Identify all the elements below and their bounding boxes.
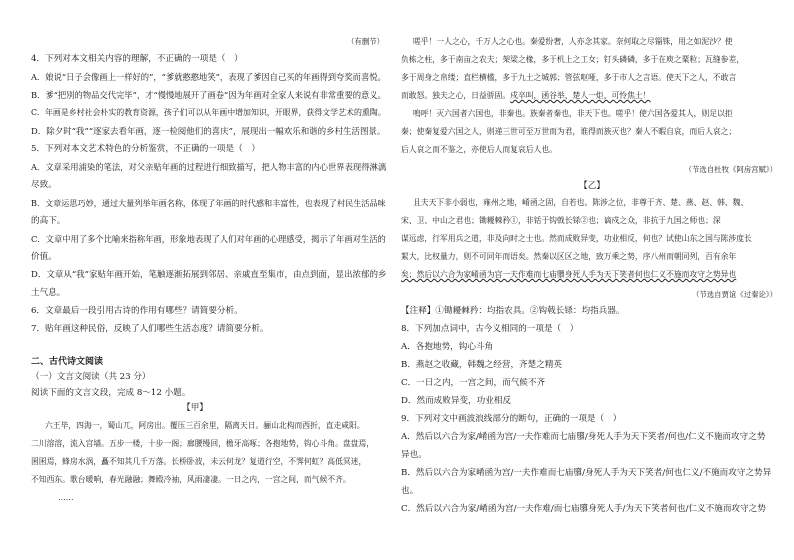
section-heading: 二、古代诗文阅读: [31, 357, 104, 367]
passage-jia-line: 负栋之柱，多于南亩之农夫；架梁之椽，多于机上之工女；钉头磷磷，多于在庾之粟粒；瓦缝参差，: [401, 55, 745, 64]
passage-jia-line: [401, 90, 651, 102]
passage-yi-line: 絜大，比权量力，则不可同年而语矣。然秦以区区之地，致万乘之势，序八州而朝同列，百有余年: [401, 252, 737, 261]
passage-jia-line: 后人哀之而不鉴之，亦使后人而复哀后人也。: [401, 145, 557, 154]
question-9-option-b: B．然后以六合为家崤函为宫/一夫作难而七庙隳/身死人手为天下笑者/何也仁义/不施而攻守之势异: [401, 468, 772, 478]
question-5-option-d: D．文章从“我”家贴年画开始，笔触逐渐拓展到邻居、亲戚直至集市，由点到面，显出浓郁的乡: [31, 270, 387, 280]
question-4-option-b: B．爹“把別的物品交代完毕”，才“慢慢地展开了画卷”因为年画对全家人来说有非常重要的意义。: [31, 90, 386, 100]
question-5-option-b-cont: 的高下。: [31, 216, 66, 226]
question-5-option-c-cont: 价值。: [31, 252, 57, 262]
question-8-option-a: A．各抱地势，钩心斗角: [401, 342, 494, 352]
question-7: 7．贴年画这种民俗，反映了人们哪些生活态度？请简要分析。: [31, 324, 269, 334]
subsection-heading: （一）文言文阅读（共 23 分）: [31, 372, 151, 382]
question-5-option-a-cont: 尽致。: [31, 180, 57, 190]
source-citation-yi: （节选自贾谊《过秦论》）: [692, 290, 777, 299]
question-8-stem: 8．下列加点词中，古今义相同的一项是（ ）: [401, 324, 579, 334]
passage-jia-line: 二川溶溶，流入宫墙。五步一楼，十步一阁；廊腰缦回，檐牙高啄；各抱地势，钩心斗角。盘盘焉，: [31, 439, 375, 448]
right-column: [397, 0, 787, 560]
question-9-stem: 9．下列对文中画波浪线部分的断句，正确的一项是（ ）: [401, 414, 622, 424]
passage-jia-line: 六王毕，四海一，蜀山兀，阿房出。覆压三百余里，隔离天日。骊山北构而西折，直走咸阳。: [45, 421, 365, 430]
passage-jia-line: 不知西东。歌台暖响，春光融融；舞殿冷袖，风雨凄凄。一日之内，一宫之间，而气候不齐。: [31, 475, 351, 484]
question-5-option-d-cont: 土气息。: [31, 288, 66, 298]
question-4-stem: 4．下列对本文相关内容的理解，不正确的一项是（ ）: [31, 54, 243, 64]
question-8-option-c: C．一日之内，一宫之间，而气候不齐: [401, 378, 546, 388]
question-4-option-d: D．除夕时“我”“逐家去看年画，逐一检阅他们的喜庆”，展现出一幅欢乐和谐的乡村生活图景。: [31, 126, 386, 136]
question-5-option-a: A．文章采用浦染的笔法，对父亲贴年画的过程进行细致描写，把人物丰富的内心世界表现得淋漓: [31, 162, 387, 172]
question-8-option-d: D．然而成败异变，功业相反: [401, 396, 512, 406]
question-9-option-a-cont: 异也。: [401, 450, 427, 460]
question-6: 6．文章最后一段引用古诗的作用有哪些？请简要分析。: [31, 306, 243, 316]
reading-instruction: 阅读下面的文言文段，完成 8～12 小题。: [31, 388, 191, 398]
question-9-option-c: C．然后以六合为家/崤函为宫/一夫作难/而七庙隳身死人手/为天下笑者何也/仁义不施而攻守之势: [401, 504, 766, 514]
wavy-underlined-sentence: 戍卒叫，函谷举，楚人一炬，可怜焦土！: [510, 91, 651, 100]
passage-yi-label: 【乙】: [579, 181, 605, 191]
passage-jia-line: 多于周身之帛缕；直栏横槛，多于九土之城郭；管弦呕哑，多于市人之言语。使天下之人，不敢言: [401, 73, 737, 82]
passage-jia-line: 嗚呼！灭六国者六国也，非秦也。族秦者秦也，非天下也。嗟乎！使六国各爱其人，则足以拒: [413, 109, 733, 118]
question-9-option-a: A．然后以六合为家/崤函为宫/一夫作难而七庙隳/身死人手为天下笑者/何也/仁义不施而攻守之势: [401, 432, 766, 442]
question-4-option-a: A．娘说“日子会像画上一样好的”，“爹就憨憨地笑”，表现了爹因自己买的年画得到夸奖而喜悦。: [31, 72, 386, 82]
question-9-option-b-cont: 也。: [401, 486, 419, 496]
annotation: 【注释】①锄耰棘矜：均指农具。②钩戟长铩：均指兵器。: [401, 306, 625, 316]
wavy-underlined-sentence: 矣；然后以六合为家崤函为宫一夫作难而七庙隳身死人手为天下笑者何也仁义不施而攻守之势异也: [401, 270, 737, 279]
passage-jia-line: 囷囷焉，蜂房水涡，矗不知其几千万落。长桥卧波，未云何龙？复道行空，不霁何虹？高低冥迷，: [31, 457, 367, 466]
passage-yi-line: 谋远虑，行军用兵之道，非及向时之士也。然而成败异变，功业相反，何也？试使山东之国与陈涉度长: [401, 234, 752, 243]
passage-yi-line: 且夫天下非小弱也，雍州之地，崤函之固，自若也。陈涉之位，非尊于齐、楚、燕、赵、韩、魏、: [413, 198, 749, 207]
passage-jia-line: 秦；使秦复爱六国之人，则递三世可至万世而为君，谁得而族灭也？秦人不暇自哀，而后人哀之；: [401, 127, 737, 136]
passage-yi-line: [401, 269, 736, 281]
passage-jia-label: 【甲】: [182, 403, 208, 413]
question-8-option-b: B．燕赵之收藏，韩魏之经营，齐楚之精英: [401, 360, 563, 370]
passage-jia-line: 嗟乎！一人之心，千万人之心也。秦爱纷奢，人亦念其家。奈何取之尽锱铢，用之如泥沙？使: [413, 37, 733, 46]
left-column: [0, 0, 390, 560]
ellipsis: ……: [58, 493, 74, 502]
question-5-stem: 5．下列对本文艺术特色的分析鉴赏，不正确的一项是（ ）: [31, 144, 260, 154]
omitted-note: （有删节）: [347, 37, 384, 46]
question-5-option-b: B．文章运思巧妙，通过大量列举年画名称，体现了年画的时代感和丰富性，也表现了村民生活品味: [31, 198, 386, 208]
passage-text: 而敢怒。独夫之心，日益骄固。: [401, 91, 511, 100]
passage-yi-line: 宋、卫、中山之君也；锄耰棘矜①，非铦于钩戟长铩②也；谪戍之众，非抗于九国之师也；深: [401, 216, 721, 225]
question-5-option-c: C．文章中用了多个比喻来指称年画，形象地表现了人们对年画的心理感受，揭示了年画对生活的: [31, 234, 386, 244]
question-4-option-c: C．年画是乡村社会朴实的教育资源，孩子们可以从年画中增加知识，开眼界，获得文学艺术的熏陶。: [31, 108, 386, 117]
source-citation-jia: （节选自杜牧《阿房宫赋》）: [684, 165, 777, 174]
